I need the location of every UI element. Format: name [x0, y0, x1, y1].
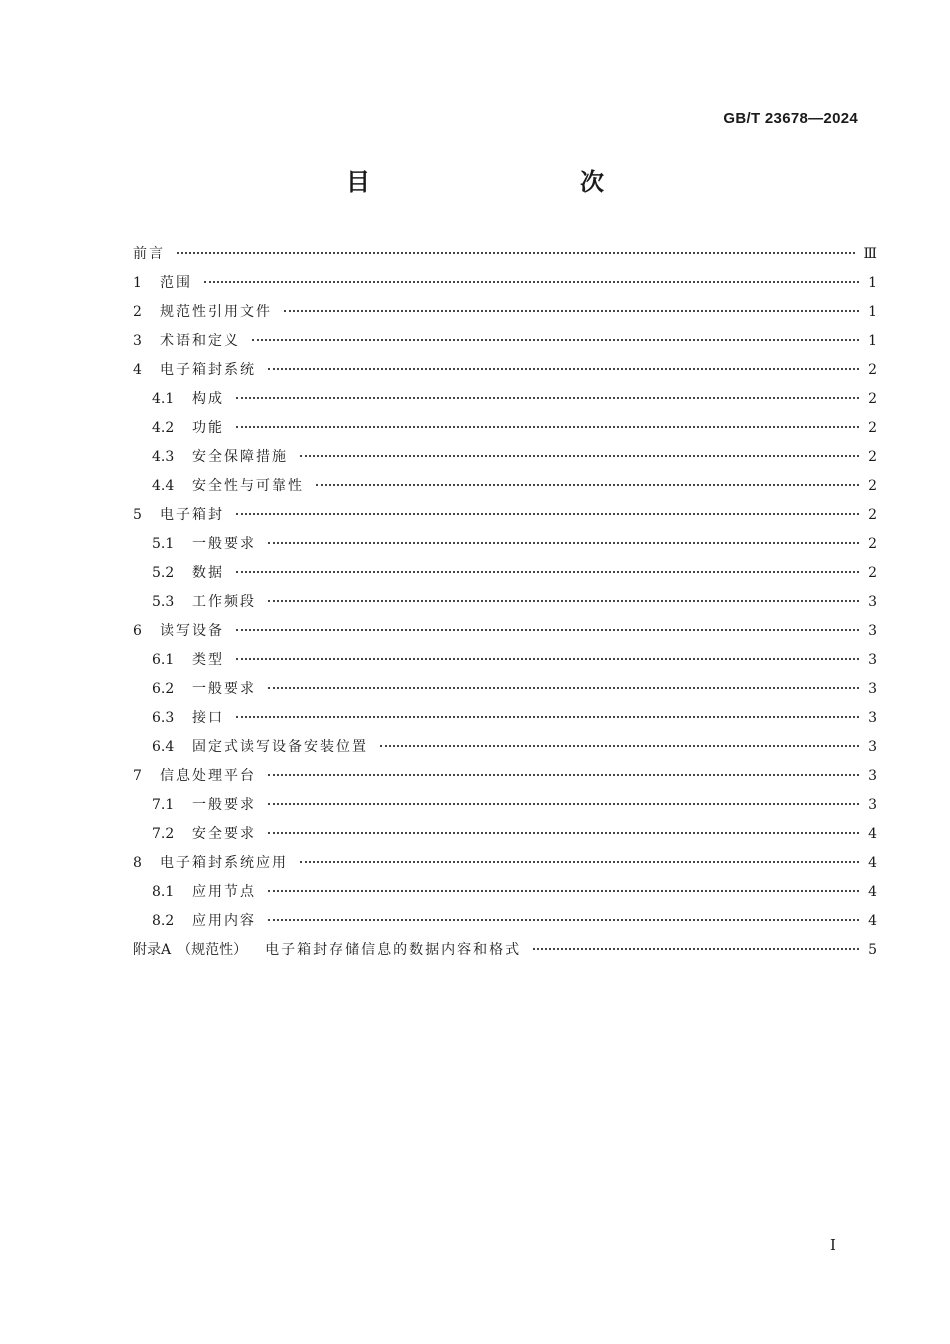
toc-entry-page: 2 [868, 449, 877, 465]
toc-entry-number: 4.2 [152, 420, 175, 436]
toc-entry-number: 5.1 [152, 536, 175, 552]
toc-entry-page: 3 [868, 768, 877, 784]
toc-entry[interactable] [133, 820, 877, 849]
toc-entry-page: 1 [868, 304, 877, 320]
toc-entry-number: 7 [133, 768, 142, 784]
toc-entry-page: 4 [868, 826, 877, 842]
toc-dot-leader [300, 861, 859, 863]
toc-dot-leader [533, 948, 859, 950]
appendix-title: 电子箱封存储信息的数据内容和格式 [265, 942, 522, 958]
toc-dot-leader [268, 832, 859, 834]
toc-entry-number: 5 [133, 507, 142, 523]
toc-entry-title: 一般要求 [192, 681, 256, 697]
toc-entry[interactable] [133, 849, 877, 878]
toc-entry-number: 1 [133, 275, 142, 291]
toc-entry-number: 5.3 [152, 594, 175, 610]
toc-entry-title: 安全性与可靠性 [192, 478, 304, 494]
toc-entry-page: 4 [868, 855, 877, 871]
toc-entry-title: 范围 [160, 275, 192, 291]
appendix-page: 5 [868, 942, 877, 958]
toc-entry-number: 8.2 [152, 913, 175, 929]
toc-entry[interactable] [133, 791, 877, 820]
toc-entry-title: 读写设备 [160, 623, 224, 639]
toc-entry[interactable] [133, 327, 877, 356]
toc-entry[interactable] [133, 385, 877, 414]
toc-entry-title: 信息处理平台 [160, 768, 256, 784]
toc-entry[interactable] [133, 588, 877, 617]
toc-entry-page: 2 [868, 362, 877, 378]
toc-entry-number: 7.2 [152, 826, 175, 842]
page-folio: Ⅰ [830, 1236, 836, 1254]
toc-entry[interactable] [133, 559, 877, 588]
appendix-number: 附录A [133, 942, 172, 958]
toc-dot-leader [268, 368, 859, 370]
toc-dot-leader [236, 571, 859, 573]
toc-entry-page: 1 [868, 333, 877, 349]
toc-entry-title: 前言 [133, 246, 165, 262]
toc-entry-title: 一般要求 [192, 797, 256, 813]
toc-dot-leader [268, 600, 859, 602]
toc-entry-page: 3 [868, 681, 877, 697]
toc-entry-page: 2 [868, 478, 877, 494]
toc-entry-title: 类型 [192, 652, 224, 668]
toc-entry-page: 2 [868, 565, 877, 581]
toc-dot-leader [268, 919, 859, 921]
toc-entry[interactable] [133, 443, 877, 472]
toc-entry-page: 3 [868, 739, 877, 755]
toc-entry[interactable] [133, 501, 877, 530]
toc-entry-title: 接口 [192, 710, 224, 726]
toc-entry-page: 3 [868, 652, 877, 668]
toc-entry[interactable] [133, 733, 877, 762]
toc-entry-title: 术语和定义 [160, 333, 240, 349]
toc-entry-number: 3 [133, 333, 142, 349]
toc-entry[interactable] [133, 617, 877, 646]
toc-appendix-entry[interactable] [133, 936, 877, 965]
toc-entry-number: 5.2 [152, 565, 175, 581]
toc-entry-title: 规范性引用文件 [160, 304, 272, 320]
toc-dot-leader [268, 890, 859, 892]
toc-entry[interactable] [133, 907, 877, 936]
toc-entry-number: 6 [133, 623, 142, 639]
toc-entry[interactable] [133, 269, 877, 298]
toc-entry-page: 2 [868, 420, 877, 436]
toc-entry-title: 电子箱封系统应用 [160, 855, 288, 871]
toc-entry[interactable] [133, 762, 877, 791]
toc-entry-title: 安全要求 [192, 826, 256, 842]
toc-entry-page: 1 [868, 275, 877, 291]
toc-entry-page: 4 [868, 913, 877, 929]
toc-entry-page: 2 [868, 507, 877, 523]
toc-entry-title: 工作频段 [192, 594, 256, 610]
toc-entry-title: 功能 [192, 420, 224, 436]
toc-dot-leader [268, 542, 859, 544]
toc-dot-leader [268, 687, 859, 689]
toc-dot-leader [204, 281, 859, 283]
toc-entry-number: 7.1 [152, 797, 175, 813]
toc-dot-leader [268, 803, 859, 805]
toc-dot-leader [236, 426, 859, 428]
toc-dot-leader [380, 745, 859, 747]
toc-entry[interactable] [133, 530, 877, 559]
toc-title: 目 次 [346, 168, 658, 196]
toc-entry-number: 4 [133, 362, 142, 378]
toc-entry-title: 一般要求 [192, 536, 256, 552]
toc-entry-title: 固定式读写设备安装位置 [192, 739, 368, 755]
toc-entry-page: 2 [868, 536, 877, 552]
toc-entry[interactable] [133, 240, 877, 269]
toc-entry[interactable] [133, 472, 877, 501]
toc-entry-title: 电子箱封 [160, 507, 224, 523]
toc-dot-leader [252, 339, 859, 341]
toc-entry-title: 应用节点 [192, 884, 256, 900]
toc-dot-leader [284, 310, 859, 312]
toc-entry[interactable] [133, 646, 877, 675]
toc-entry-page: 3 [868, 710, 877, 726]
toc-entry-number: 4.4 [152, 478, 175, 494]
toc-entry-title: 数据 [192, 565, 224, 581]
toc-entry[interactable] [133, 675, 877, 704]
toc-entry-number: 8 [133, 855, 142, 871]
appendix-kind: （规范性） [177, 942, 248, 958]
toc-entry-number: 2 [133, 304, 142, 320]
toc-entry[interactable] [133, 414, 877, 443]
toc-entry-page: 3 [868, 797, 877, 813]
toc-dot-leader [236, 397, 859, 399]
toc-dot-leader [177, 252, 855, 254]
toc-entry-number: 4.3 [152, 449, 175, 465]
toc-entry-title: 安全保障措施 [192, 449, 288, 465]
toc-entry-number: 6.3 [152, 710, 175, 726]
toc-entry-title: 构成 [192, 391, 224, 407]
toc-entry-number: 4.1 [152, 391, 175, 407]
toc-entry[interactable] [133, 298, 877, 327]
toc-dot-leader [316, 484, 859, 486]
toc-entry[interactable] [133, 704, 877, 733]
toc-entry-number: 6.1 [152, 652, 175, 668]
toc-dot-leader [236, 716, 859, 718]
toc-dot-leader [268, 774, 859, 776]
toc-entry[interactable] [133, 356, 877, 385]
toc-entry-number: 6.4 [152, 739, 175, 755]
toc-dot-leader [236, 629, 859, 631]
toc-entry-page: Ⅲ [863, 246, 877, 262]
toc-entry[interactable] [133, 878, 877, 907]
toc-dot-leader [236, 658, 859, 660]
toc-dot-leader [236, 513, 859, 515]
toc-entry-page: 2 [868, 391, 877, 407]
table-of-contents [133, 240, 877, 965]
toc-dot-leader [300, 455, 859, 457]
toc-entry-title: 电子箱封系统 [160, 362, 256, 378]
toc-entry-page: 3 [868, 623, 877, 639]
toc-entry-page: 3 [868, 594, 877, 610]
toc-entry-page: 4 [868, 884, 877, 900]
toc-entry-number: 6.2 [152, 681, 175, 697]
toc-entry-title: 应用内容 [192, 913, 256, 929]
standard-code: GB/T 23678—2024 [723, 110, 858, 127]
toc-entry-number: 8.1 [152, 884, 175, 900]
